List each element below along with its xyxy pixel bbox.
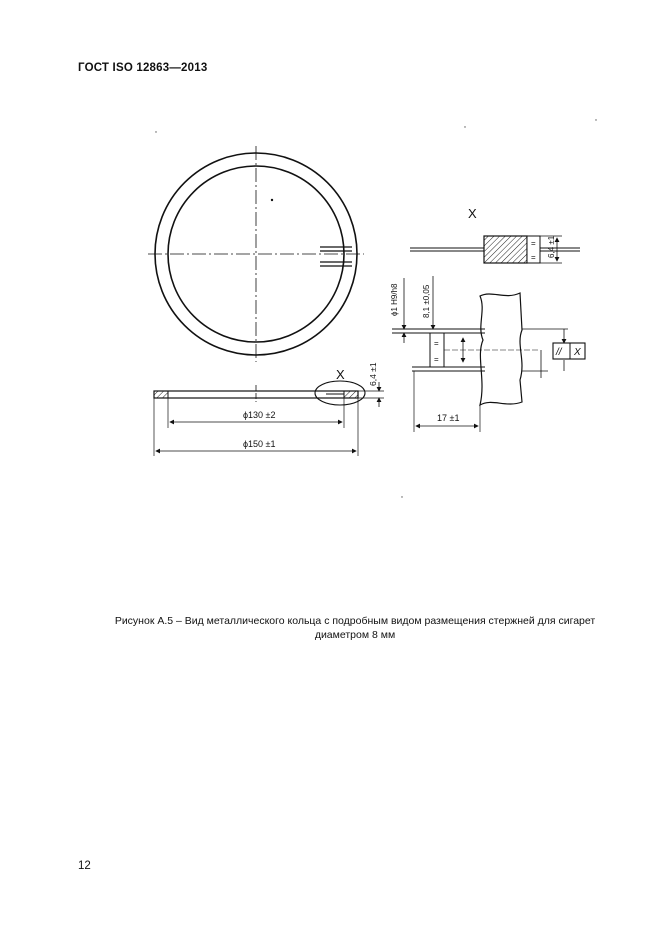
ring-section-hatch-left [154, 391, 168, 398]
svg-text:=: = [434, 339, 439, 348]
standard-code: ГОСТ ISO 12863—2013 [78, 62, 208, 74]
svg-text:=: = [531, 239, 536, 248]
page-number: 12 [78, 860, 91, 872]
dim-ring-thickness: 6,4 ±1 [368, 362, 378, 386]
ring-section-view [154, 362, 384, 456]
detail-mark-ring: X [336, 367, 345, 382]
caption-line-1: Рисунок А.5 – Вид металлического кольца с подробным видом размещения стержней для сигарет [114, 615, 596, 627]
caption-line-2: диаметром 8 мм [314, 629, 396, 641]
rod-slots [320, 247, 352, 266]
figure-caption [60, 614, 650, 642]
center-dot [271, 199, 273, 201]
dim-rod-diameter: ϕ1 H9/h8 [390, 283, 399, 316]
detail-block [484, 236, 527, 263]
ring-plan-view [148, 146, 364, 362]
svg-text:=: = [531, 253, 536, 262]
dim-inner-diameter: ϕ130 ±2 [243, 410, 276, 420]
dim-rod-position: 8,1 ±0,05 [422, 284, 431, 318]
detail-mark-detail: X [468, 206, 477, 221]
svg-text:=: = [434, 355, 439, 364]
datum-reference: X [574, 347, 581, 358]
dim-outer-diameter: ϕ150 ±1 [243, 439, 276, 449]
ring-broken-body [480, 293, 522, 405]
dim-rod-length: 17 ±1 [437, 413, 460, 423]
dim-slot-depth: 6,4 ±1 [547, 235, 556, 258]
ring-section-hatch-right [344, 391, 358, 398]
detail-x-enlarged [390, 276, 585, 432]
parallelism-symbol: // [556, 347, 562, 358]
detail-x-top [410, 206, 580, 263]
